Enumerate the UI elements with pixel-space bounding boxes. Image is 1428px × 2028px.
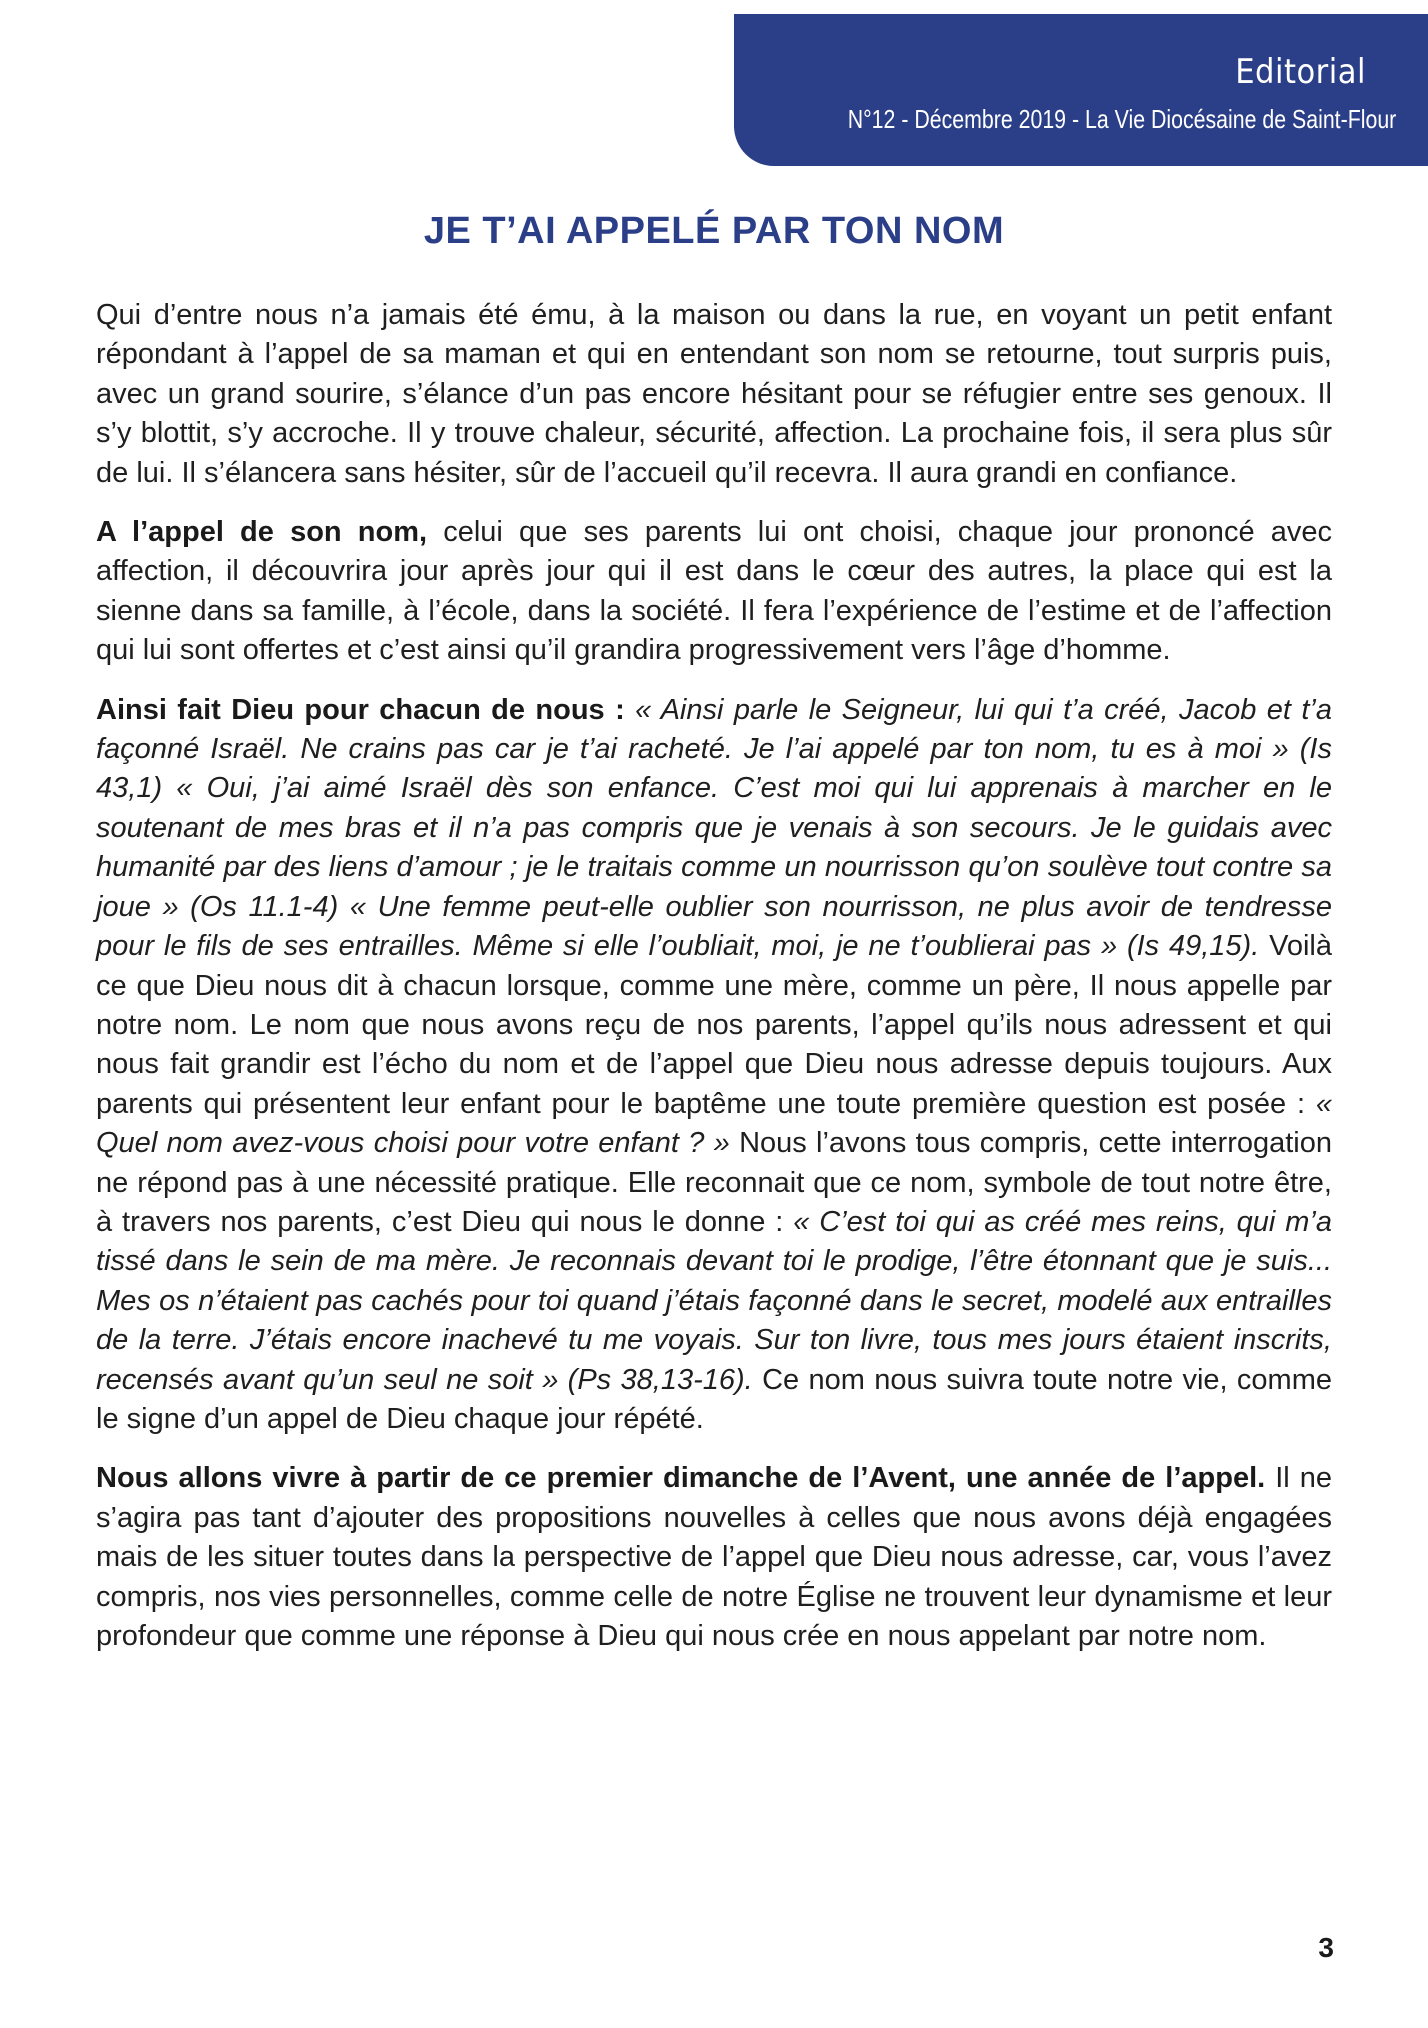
paragraph-3-text-3: Ce nom nous suivra toute notre vie, comme le signe d’un appel de Dieu chaque jour répété. [96, 1363, 1332, 1435]
paragraph-3 [96, 691, 1332, 1440]
paragraph-3-quote-2: « Quel nom avez-vous choisi pour votre enfant ? » [96, 1087, 1332, 1160]
paragraph-2-lead: A l’appel de son nom, [96, 516, 428, 549]
section-label: Editorial [1235, 52, 1366, 92]
paragraph-4-lead: Nous allons vivre à partir de ce premier dimanche de l’Avent, une année de l’appel. [96, 1462, 1266, 1495]
paragraph-1-text: Qui d’entre nous n’a jamais été ému, à la maison ou dans la rue, en voyant un petit enfant répondant à l’appel de sa maman et qui en entendant son nom se retourne, tout surpris puis, avec un grand sourire, s’élance d’un pas encore hésitant pour se réfugier entre ses genoux. Il s’y blottit, s’y accroche. Il y trouve chaleur, sécurité, affection. La prochaine fois, il sera plus sûr de lui. Il s’élancera sans hésiter, sûr de l’accueil qu’il recevra. Il aura grandi en confiance. [96, 299, 1332, 489]
page-title: JE T’AI APPELÉ PAR TON NOM [423, 210, 1005, 252]
article-body [96, 296, 1332, 1676]
paragraph-2-text: celui que ses parents lui ont choisi, chaque jour prononcé avec affection, il découvrira jour après jour qui il est dans le cœur des autres, la place qui est la sienne dans sa famille, à l’école, dans la société. Il fera l’expérience de l’estime et de l’affection qui lui sont offertes et c’est ainsi qu’il grandira progressivement vers l’âge d’homme. [96, 516, 1332, 667]
paragraph-3-lead: Ainsi fait Dieu pour chacun de nous : [96, 693, 625, 726]
paragraph-4 [96, 1459, 1332, 1656]
paragraph-2 [96, 513, 1332, 671]
issue-label: N°12 - Décembre 2019 - La Vie Diocésaine de Saint-Flour [847, 104, 1397, 135]
paragraph-1 [96, 296, 1332, 493]
paragraph-3-text-2: Nous l’avons tous compris, cette interrogation ne répond pas à une nécessité pratique. Elle reconnait que ce nom, symbole de tout notre être, à travers nos parents, c’est Dieu qui nous le donne : [96, 1127, 1332, 1238]
paragraph-4-text: Il ne s’agira pas tant d’ajouter des propositions nouvelles à celles que nous avons déjà engagées mais de les situer toutes dans la perspective de l’appel que Dieu nous adresse, car, vous l’avez compris, nos vies personnelles, comme celle de notre Église ne trouvent leur dynamisme et leur profondeur que comme une réponse à Dieu qui nous crée en nous appelant par notre nom. [96, 1462, 1333, 1652]
paragraph-3-quote-3: « C’est toi qui as créé mes reins, qui m’a tissé dans le sein de ma mère. Je reconnais devant toi le prodige, l’être étonnant que je suis... Mes os n’étaient pas cachés pour toi quand j’étais façonné dans le secret, modelé aux entrailles de la terre. J’étais encore inachevé tu me voyais. Sur ton livre, tous mes jours étaient inscrits, recensés avant qu’un seul ne soit » (Ps 38,13-16). [96, 1205, 1332, 1396]
page-number: 3 [1318, 1932, 1334, 1963]
paragraph-3-text-1: Voilà ce que Dieu nous dit à chacun lorsque, comme une mère, comme un père, Il nous appelle par notre nom. Le nom que nous avons reçu de nos parents, l’appel qu’ils nous adressent et qui nous fait grandir est l’écho du nom et de l’appel que Dieu nous adresse depuis toujours. Aux parents qui présentent leur enfant pour le baptême une toute première question est posée : [96, 930, 1332, 1120]
paragraph-3-quote-1: « Ainsi parle le Seigneur, lui qui t’a créé, Jacob et t’a façonné Israël. Ne crains pas car je t’ai racheté. Je l’ai appelé par ton nom, tu es à moi » (Is 43,1) « Oui, j’ai aimé Israël dès son enfance. C’est moi qui lui apprenais à marcher en le soutenant de mes bras et il n’a pas compris que je venais à son secours. Je le guidais avec humanité par des liens d’amour ; je le traitais comme un nourrisson qu’on soulève tout contre sa joue » (Os 11.1-4) « Une femme peut-elle oublier son nourrisson, ne plus avoir de tendresse pour le fils de ses entrailles. Même si elle l’oubliait, moi, je ne t’oublierai pas » (Is 49,15). [96, 693, 1332, 963]
header-banner [734, 14, 1428, 166]
